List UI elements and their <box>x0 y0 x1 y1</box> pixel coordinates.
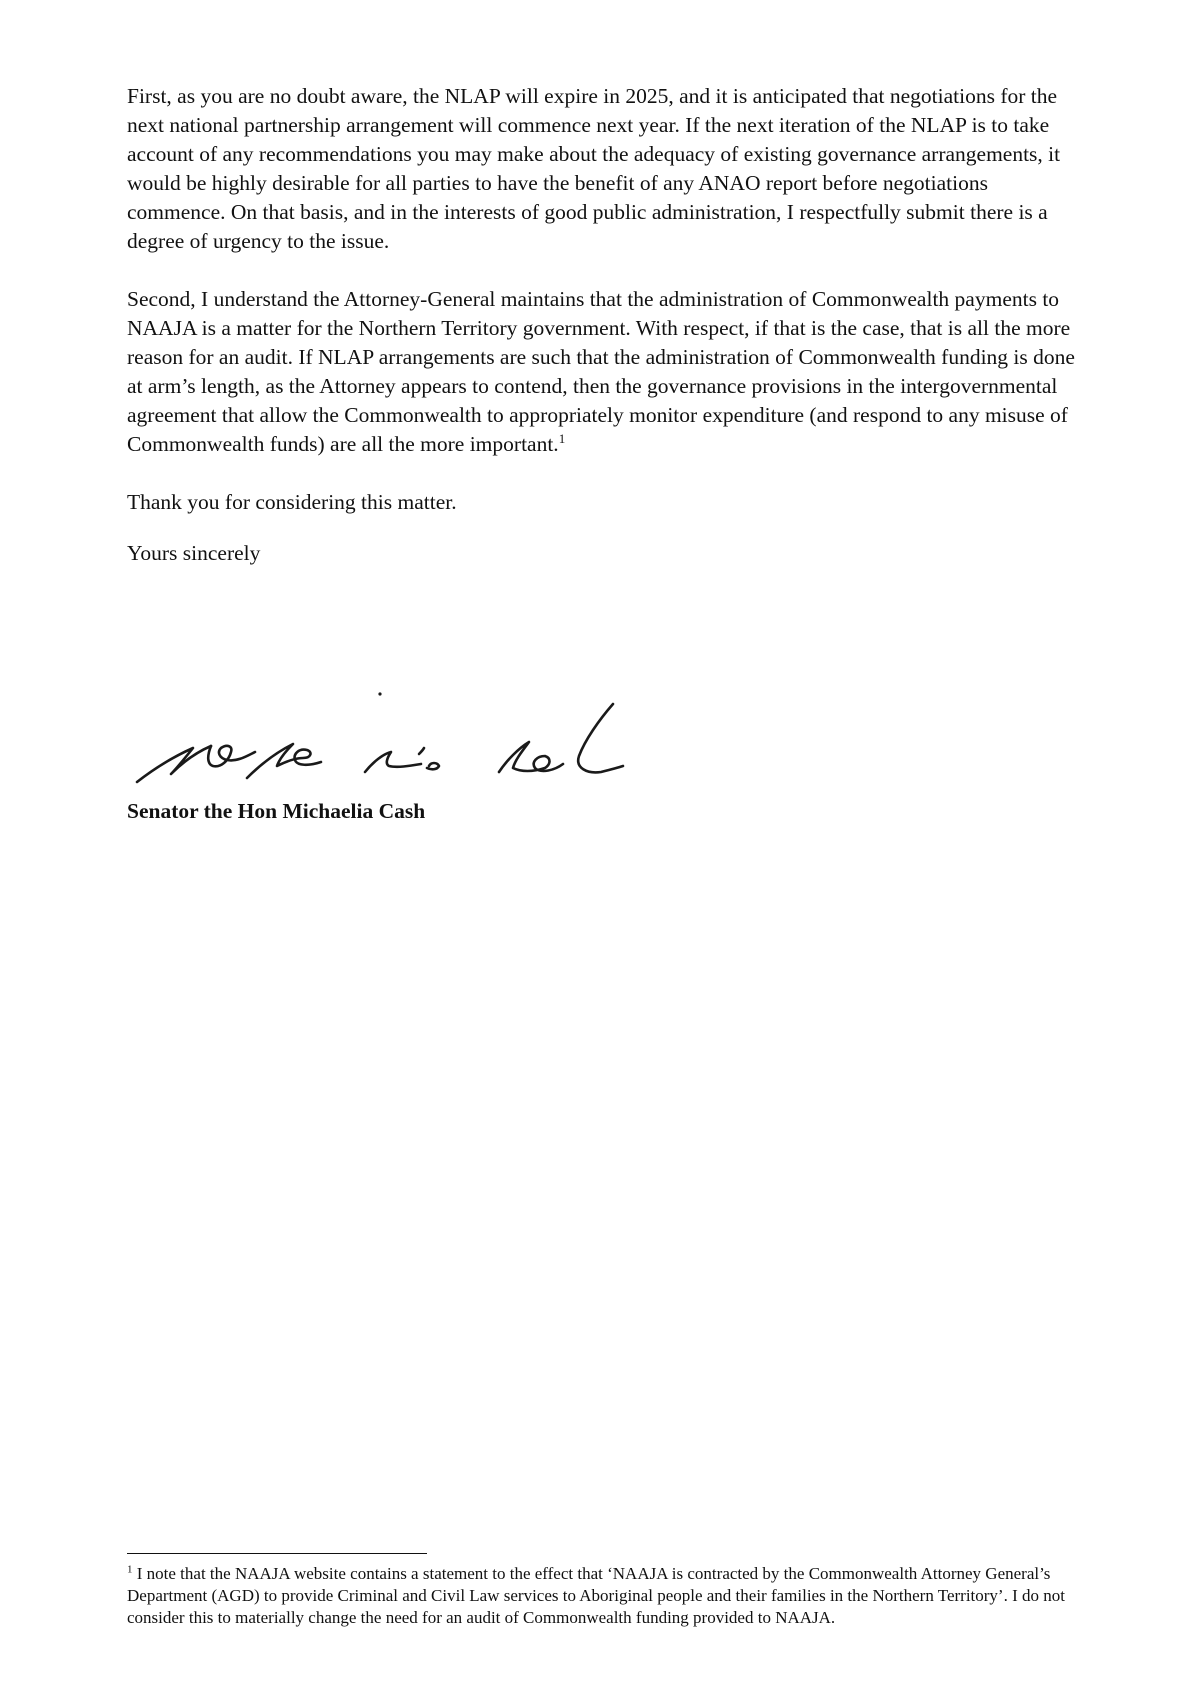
thanks-line: Thank you for considering this matter. <box>127 490 457 514</box>
footnote-marker: 1 <box>127 1563 133 1576</box>
paragraph-first: First, as you are no doubt aware, the NLAP will expire in 2025, and it is anticipated that negotiations for the next national partnership arrangement will commence next year. If the next iteration of the NLAP is to take account of any recommendations you may make about the adequacy of existing governance arrangements, it would be highly desirable for all parties to have the benefit of any ANAO report before negotiations commence. On that basis, and in the interests of good public administration, I respectfully submit there is a degree of urgency to the issue. <box>127 84 1061 253</box>
letter-body <box>127 82 1087 597</box>
paragraph-second-text: Second, I understand the Attorney-General maintains that the administration of Commonwealth payments to NAAJA is a matter for the Northern Territory government. With respect, if that is the case, that is all the more reason for an audit. If NLAP arrangements are such that the administration of Commonwealth funding is done at arm’s length, as the Attorney appears to contend, then the governance provisions in the intergovernmental agreement that allow the Commonwealth to appropriately monitor expenditure (and respond to any misuse of Commonwealth funds) are all the more important. <box>127 287 1075 456</box>
footnote <box>127 1563 1087 1629</box>
paragraph-second <box>127 285 1087 459</box>
closing-line: Yours sincerely <box>127 541 261 565</box>
footnote-text: I note that the NAAJA website contains a statement to the effect that ‘NAAJA is contracted by the Commonwealth Attorney General’s Department (AGD) to provide Criminal and Civil Law services to Aboriginal people and their families in the Northern Territory’. I do not consider this to materially change the need for an audit of Commonwealth funding provided to NAAJA. <box>127 1564 1065 1627</box>
footnote-reference: 1 <box>558 430 566 446</box>
footnote-separator <box>127 1553 427 1554</box>
signatory-name: Senator the Hon Michaelia Cash <box>127 799 426 823</box>
handwritten-signature <box>127 682 687 792</box>
